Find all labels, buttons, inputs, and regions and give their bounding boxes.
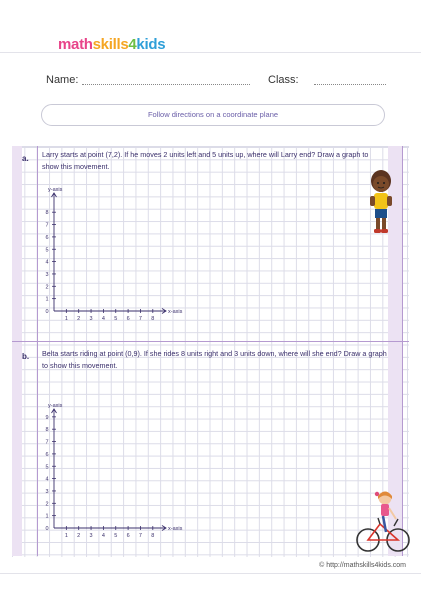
logo-part-math: math xyxy=(58,36,93,53)
question-b-text: Belta starts riding at point (0,9). If she rides 8 units right and 3 units down, where will she end? Draw a graph to show this movement. xyxy=(42,349,387,371)
worksheet-title: Follow directions on a coordinate plane xyxy=(41,104,385,126)
x-tick-label: 3 xyxy=(89,533,93,539)
logo-part-skills: skills xyxy=(92,36,129,53)
y-tick-label: 6 xyxy=(45,451,49,458)
girl-bicycle-illustration xyxy=(357,492,409,552)
y-tick-label: 4 xyxy=(45,259,49,266)
x-axis-label: x-axis xyxy=(168,526,183,532)
origin-label: 0 xyxy=(45,526,49,532)
x-tick-label: 5 xyxy=(114,533,118,539)
x-tick-label: 5 xyxy=(114,316,118,322)
y-tick-label: 7 xyxy=(45,439,49,446)
name-label: Name: xyxy=(46,74,79,86)
y-axis-label: y-axis xyxy=(48,187,63,193)
x-tick-label: 2 xyxy=(77,316,81,322)
question-b-letter: b. xyxy=(22,352,30,361)
x-tick-label: 6 xyxy=(126,316,130,322)
question-a-text: Larry starts at point (7,2). If he moves 2 units left and 5 units up, where will Larry end? Draw a graph to show this movement. xyxy=(42,150,369,172)
y-tick-label: 6 xyxy=(45,234,49,241)
class-label: Class: xyxy=(268,74,299,86)
x-tick-label: 7 xyxy=(138,533,142,539)
x-tick-label: 4 xyxy=(101,316,105,322)
y-tick-label: 1 xyxy=(45,296,49,303)
logo-part-kids: kids xyxy=(136,36,166,53)
y-tick-label: 8 xyxy=(45,427,49,434)
boy-illustration xyxy=(370,170,392,233)
y-tick-label: 4 xyxy=(45,476,49,483)
y-tick-label: 3 xyxy=(45,488,49,495)
x-axis-label: x-axis xyxy=(168,309,183,315)
y-tick-label: 7 xyxy=(45,222,49,229)
y-tick-label: 3 xyxy=(45,271,49,278)
x-tick-label: 7 xyxy=(138,316,142,322)
y-tick-label: 1 xyxy=(45,513,49,520)
origin-label: 0 xyxy=(45,309,49,315)
x-tick-label: 1 xyxy=(64,316,68,322)
logo-part-4: 4 xyxy=(128,36,137,53)
coordinate-plane-a xyxy=(45,187,182,322)
x-tick-label: 1 xyxy=(64,533,68,539)
x-tick-label: 6 xyxy=(126,533,130,539)
y-tick-label: 2 xyxy=(45,501,49,508)
x-tick-label: 2 xyxy=(77,533,81,539)
y-axis-label: y-axis xyxy=(48,403,63,409)
x-tick-label: 3 xyxy=(89,316,93,322)
footer-credit: © http://mathskills4kids.com xyxy=(319,562,406,569)
x-tick-label: 8 xyxy=(151,533,155,539)
question-a-letter: a. xyxy=(22,154,29,163)
y-tick-label: 8 xyxy=(45,210,49,217)
footer-divider xyxy=(0,573,421,574)
x-tick-label: 4 xyxy=(101,533,105,539)
y-tick-label: 2 xyxy=(45,284,49,291)
y-tick-label: 9 xyxy=(45,414,49,421)
y-tick-label: 5 xyxy=(45,247,49,254)
y-tick-label: 5 xyxy=(45,464,49,471)
coordinate-plane-b xyxy=(45,403,182,539)
x-tick-label: 8 xyxy=(151,316,155,322)
